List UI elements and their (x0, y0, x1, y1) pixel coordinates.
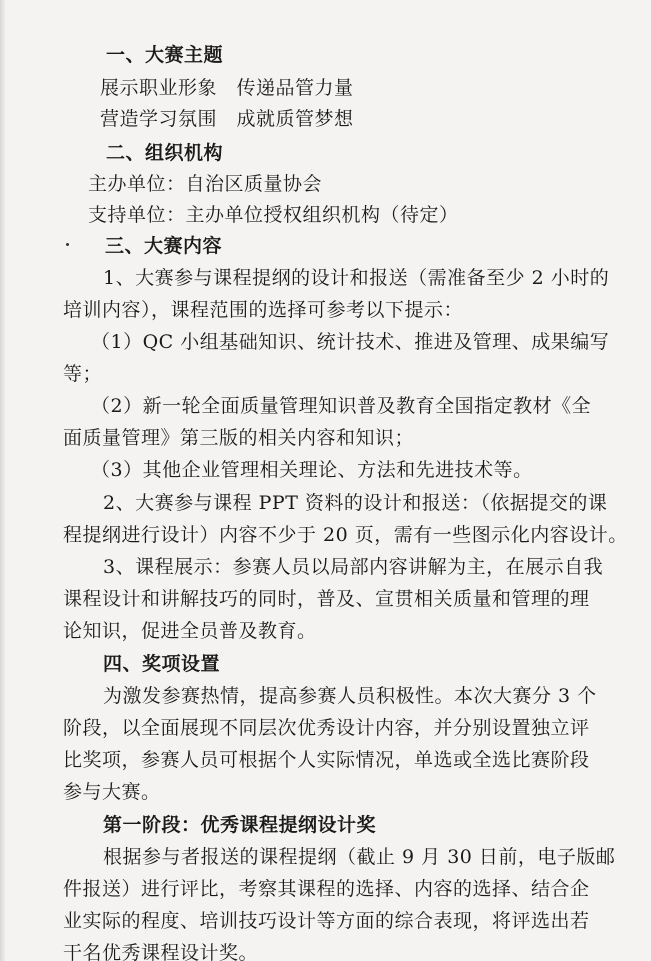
heading-organization: 二、组织机构 (106, 142, 224, 164)
stray-mark (66, 243, 69, 246)
stage-one-line-1: 根据参与者报送的课程提纲（截止 9 月 30 日前，电子版邮 (103, 846, 616, 868)
theme-line-1: 展示职业形象 传递品管力量 (100, 77, 354, 99)
content-sub-1-line-2: 等； (63, 363, 103, 385)
stage-one-line-3: 业实际的程度、培训技巧设计等方面的综合表现，将评选出若 (63, 910, 590, 932)
awards-para-line-3: 比奖项，参赛人员可根据个人实际情况，单选或全选比赛阶段 (63, 749, 590, 771)
content-item-1-line-1: 1、大赛参与课程提纲的设计和报送（需准备至少 2 小时的 (103, 267, 610, 289)
awards-para-line-1: 为激发参赛热情，提高参赛人员积极性。本次大赛分 3 个 (103, 685, 597, 707)
content-item-3-line-1: 3、课程展示：参赛人员以局部内容讲解为主，在展示自我 (103, 556, 604, 578)
stage-one-line-2: 件报送）进行评比，考察其课程的选择、内容的选择、结合企 (63, 878, 590, 900)
host-unit-line: 主办单位：自治区质量协会 (88, 173, 323, 195)
support-unit-line: 支持单位：主办单位授权组织机构（待定） (88, 204, 459, 226)
heading-contest-content: 三、大赛内容 (105, 235, 223, 257)
content-sub-3-line-1: （3）其他企业管理相关理论、方法和先进技术等。 (91, 459, 533, 481)
theme-line-2: 营造学习氛围 成就质管梦想 (100, 108, 354, 130)
awards-para-line-2: 阶段，以全面展现不同层次优秀设计内容，并分别设置独立评 (63, 717, 590, 739)
page-edge-shadow (0, 0, 6, 961)
content-sub-2-line-2: 面质量管理》第三版的相关内容和知识； (63, 427, 415, 449)
content-sub-2-line-1: （2）新一轮全面质量管理知识普及教育全国指定教材《全 (91, 395, 592, 417)
awards-para-line-4: 参与大赛。 (63, 781, 161, 803)
content-sub-1-line-1: （1）QC 小组基础知识、统计技术、推进及管理、成果编写 (91, 331, 610, 353)
content-item-2-line-1: 2、大赛参与课程 PPT 资料的设计和报送：（依据提交的课 (103, 492, 608, 514)
content-item-2-line-2: 程提纲进行设计）内容不少于 20 页，需有一些图示化内容设计。 (63, 524, 628, 546)
content-item-1-line-2: 培训内容），课程范围的选择可参考以下提示： (63, 299, 464, 321)
stage-one-line-4: 干名优秀课程设计奖。 (63, 942, 259, 961)
content-item-3-line-3: 论知识，促进全员普及教育。 (63, 620, 317, 642)
heading-stage-one: 第一阶段：优秀课程提纲设计奖 (103, 814, 377, 836)
heading-contest-theme: 一、大赛主题 (106, 44, 224, 66)
content-item-3-line-2: 课程设计和讲解技巧的同时，普及、宣贯相关质量和管理的理 (63, 588, 590, 610)
heading-awards: 四、奖项设置 (103, 653, 221, 675)
